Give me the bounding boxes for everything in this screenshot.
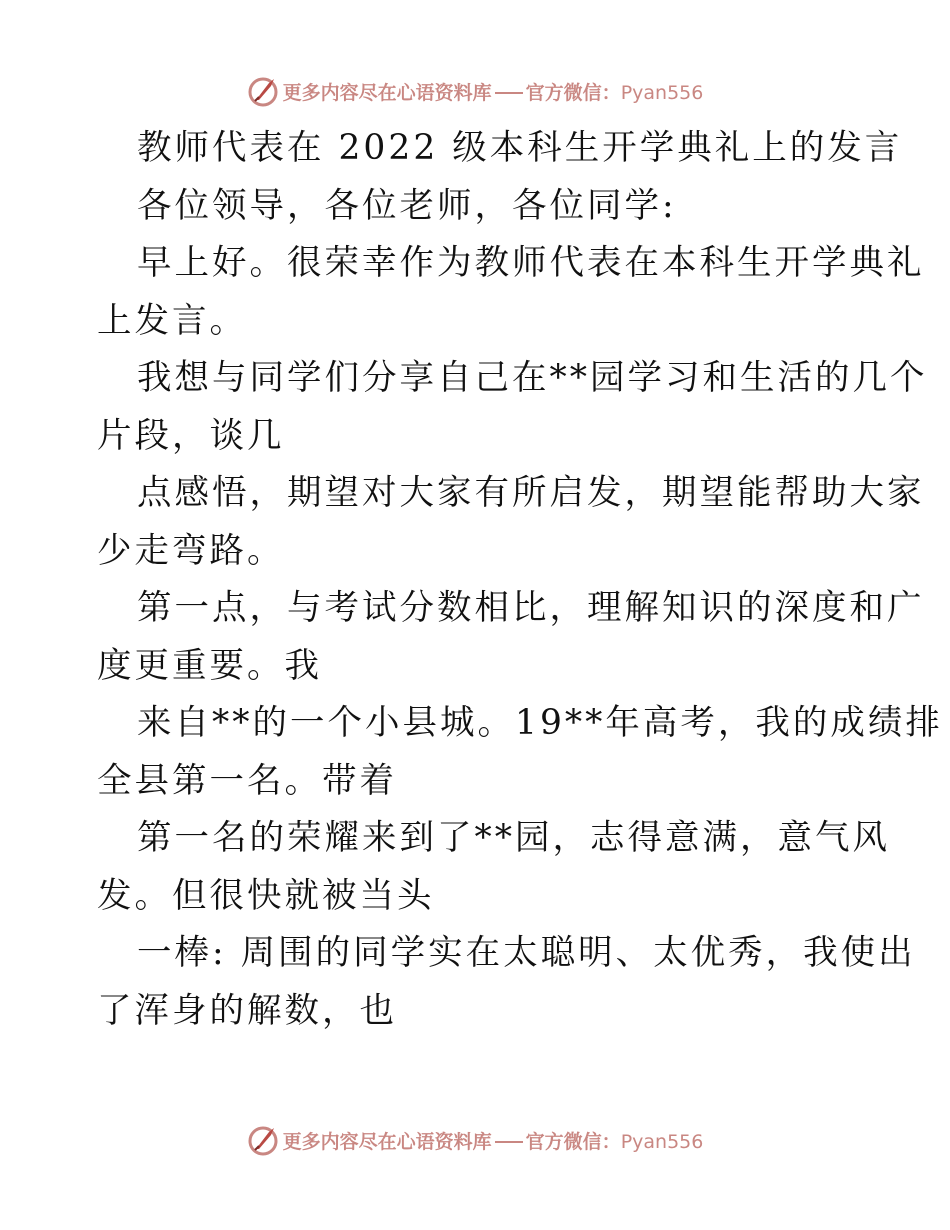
banner-label: 官方微信： bbox=[525, 1130, 621, 1153]
banner-handle: Pyan556 bbox=[620, 81, 704, 104]
paragraph-line: 一棒: 周围的同学实在太聪明、太优秀，我使出 bbox=[137, 933, 916, 973]
paragraph-line: 我想与同学们分享自己在**园学习和生活的几个 bbox=[137, 358, 928, 398]
banner-dash bbox=[495, 92, 523, 94]
header-watermark-banner bbox=[0, 71, 950, 111]
paragraph-line: 点感悟，期望对大家有所启发，期望能帮助大家 bbox=[137, 473, 925, 513]
banner-label: 官方微信： bbox=[525, 81, 621, 104]
paragraph-line: 第一名的荣耀来到了**园，志得意满，意气风 bbox=[137, 818, 890, 858]
paragraph-line: 少走弯路。 bbox=[97, 530, 285, 571]
footer-watermark-banner bbox=[0, 1120, 950, 1160]
document-body bbox=[97, 120, 943, 1040]
salutation: 各位领导，各位老师，各位同学: bbox=[137, 185, 677, 226]
paragraph-line: 上发言。 bbox=[97, 300, 247, 341]
paragraph-line: 全县第一名。带着 bbox=[97, 760, 397, 801]
paragraph-line: 度更重要。我 bbox=[97, 645, 322, 686]
paragraph-line: 发。但很快就被当头 bbox=[97, 875, 435, 916]
paragraph-line: 了浑身的解数，也 bbox=[97, 990, 397, 1031]
paragraph-line: 来自**的一个小县城。19**年高考，我的成绩排 bbox=[137, 703, 943, 743]
banner-main-text: 更多内容尽在心语资料库 bbox=[282, 1130, 492, 1153]
footer-banner-text bbox=[283, 1127, 704, 1154]
quill-logo-icon bbox=[247, 75, 279, 107]
banner-handle: Pyan556 bbox=[620, 1130, 704, 1153]
document-title: 教师代表在 2022 级本科生开学典礼上的发言 bbox=[137, 128, 903, 168]
banner-dash bbox=[495, 1141, 523, 1143]
banner-main-text: 更多内容尽在心语资料库 bbox=[282, 81, 492, 104]
paragraph-line: 早上好。很荣幸作为教师代表在本科生开学典礼 bbox=[137, 243, 925, 283]
quill-logo-icon bbox=[247, 1124, 279, 1156]
paragraph-line: 第一点，与考试分数相比，理解知识的深度和广 bbox=[137, 588, 925, 628]
paragraph-line: 片段，谈几 bbox=[97, 415, 285, 456]
header-banner-text bbox=[283, 78, 704, 105]
